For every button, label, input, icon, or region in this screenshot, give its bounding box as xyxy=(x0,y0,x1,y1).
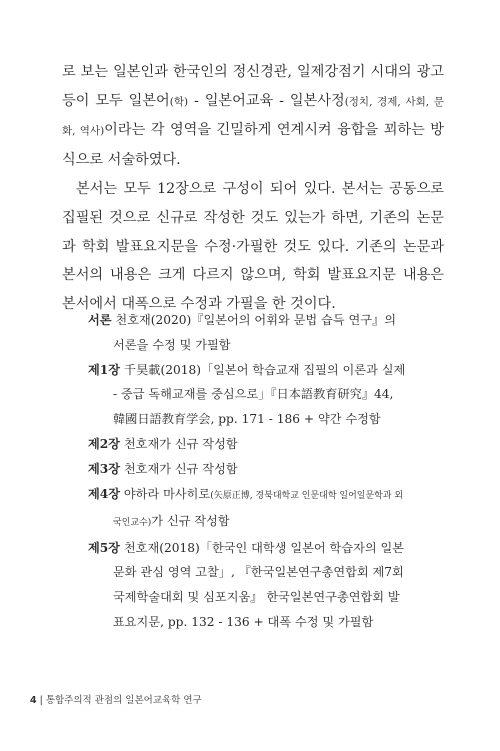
page-footer xyxy=(30,692,202,706)
paragraph-structure: 본서는 모두 12장으로 구성이 되어 있다. 본서는 공동으로 집필된 것으로 신규로 작성한 것도 있는가 하면, 기존의 논문과 학회 발표요지문을 수정·가필한 것도 있다. 기존의 논문과 본서의 내용은 크게 다르지 않으며, 학회 발표요지문 내용은 본서에서 대폭으로 수정과 가필을 한 것이다. xyxy=(62,181,444,312)
paragraph-intro xyxy=(62,58,444,174)
source-text: 千昊載(2018)「일본어 학습교재 집필의 이론과 실제 - 중급 독해교재를 중심으로」『日本語教育研究』44, 韓國日語教育学会, pp. 171 - 186 + 약간 수정함 xyxy=(113,362,406,426)
source-label: 제2장 xyxy=(88,436,121,451)
source-text: 천호재가 신규 작성함 xyxy=(120,436,238,451)
source-text: 야하라 마사히로 xyxy=(120,487,211,502)
tag-small: (정치, 경제, 사회, 문화, 역사) xyxy=(62,95,445,138)
body-text xyxy=(62,58,444,318)
source-text: 천호재(2018)「한국인 대학생 일본어 학습자의 일본문화 관심 영역 고찰」, 『한국일본연구총연합회 제7회 국제학술대회 및 심포지움』 한국일본연구총연합회 발표요지문, pp. 132 - 136 + 대폭 수정 및 가필함 xyxy=(113,540,405,629)
source-label: 제5장 xyxy=(88,540,121,555)
source-text: 천호재(2020)『일본어의 어휘와 문법 습득 연구』의 서론을 수정 및 가필함 xyxy=(111,313,396,352)
source-text: 천호재가 신규 작성함 xyxy=(120,462,238,477)
source-label: 제1장 xyxy=(88,362,121,377)
source-item xyxy=(88,308,408,357)
source-item xyxy=(88,432,408,457)
source-item xyxy=(88,358,408,432)
footer-separator: | xyxy=(39,695,43,706)
source-item xyxy=(88,536,408,634)
paragraph-intro-mid: - 일본어교육 - 일본사정 xyxy=(188,92,345,109)
page-number: 4 xyxy=(30,695,37,706)
source-label: 제4장 xyxy=(88,487,121,502)
source-affiliation: (矢原正博, 경북대학교 인문대학 일어일문학과 외국인교수) xyxy=(113,491,404,528)
source-item xyxy=(88,457,408,482)
paragraph-intro-after: 이라는 각 영역을 긴밀하게 연계시켜 융합을 꾀하는 방식으로 서술하였다. xyxy=(62,122,444,168)
source-label: 서론 xyxy=(88,313,112,327)
chapter-sources-list xyxy=(88,308,408,635)
source-text-after: 가 신규 작성함 xyxy=(151,513,230,528)
source-item xyxy=(88,482,408,535)
tag-small: (학) xyxy=(169,95,189,108)
paragraph-intro-text: 로 보는 일본인과 한국인의 정신경관, 일제강점기 시대의 광고 등이 모두 일본어 xyxy=(62,64,444,109)
running-title: 통합주의적 관점의 일본어교육학 연구 xyxy=(45,695,202,706)
source-label: 제3장 xyxy=(88,462,121,477)
